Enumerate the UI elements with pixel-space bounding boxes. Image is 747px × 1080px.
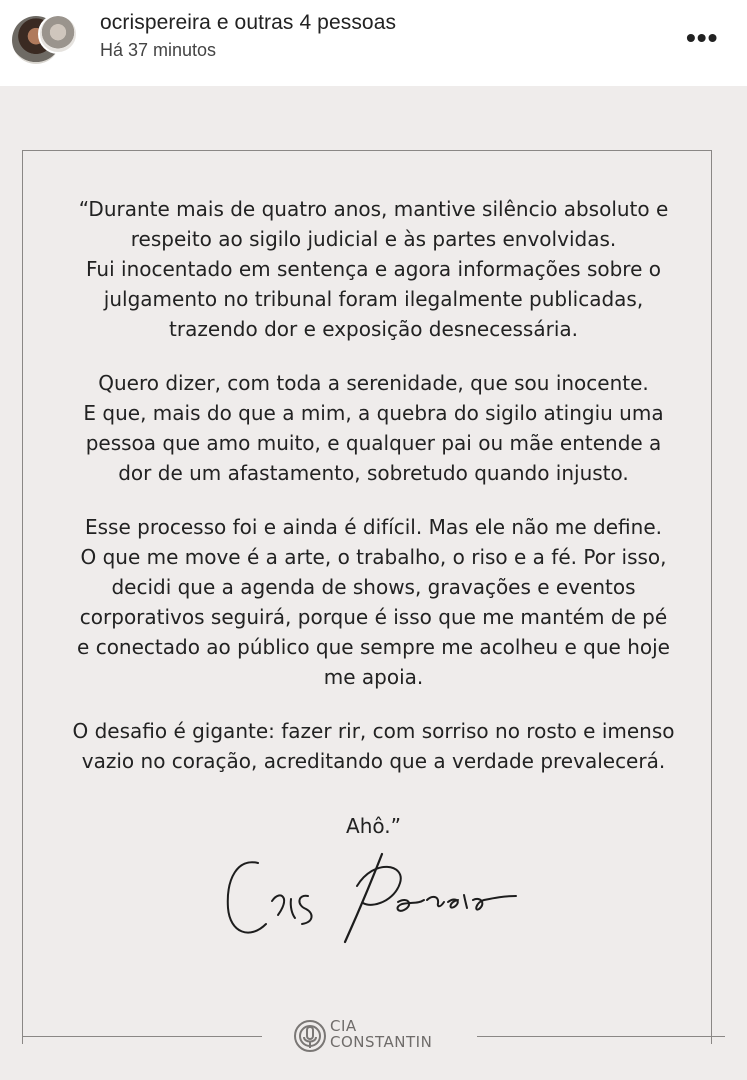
letter-line: “Durante mais de quatro anos, mantive silêncio absoluto e xyxy=(78,197,669,221)
letter-line: e conectado ao público que sempre me acolheu e que hoje xyxy=(77,635,670,659)
letter-line: dor de um afastamento, sobretudo quando injusto. xyxy=(118,461,629,485)
post-image xyxy=(0,86,747,1080)
brand-line-2: CONSTANTIN xyxy=(330,1033,433,1051)
letter-line: me apoia. xyxy=(323,665,424,689)
letter-line: vazio no coração, acreditando que a verdade prevalecerá. xyxy=(81,749,666,773)
letter-body xyxy=(40,194,707,800)
letter-line: pessoa que amo muito, e qualquer pai ou mãe entende a xyxy=(85,431,662,455)
letter-line: O que me move é a arte, o trabalho, o riso e a fé. Por isso, xyxy=(80,545,667,569)
letter-line: Quero dizer, com toda a serenidade, que sou inocente. xyxy=(98,371,649,395)
paragraph-4 xyxy=(40,716,707,776)
letter-signoff: Ahô.” xyxy=(346,814,401,838)
brand-footer xyxy=(22,1016,725,1056)
letter-line: trazendo dor e exposição desnecessária. xyxy=(169,317,578,341)
more-options-icon[interactable]: ••• xyxy=(686,22,719,53)
microphone-logo-icon xyxy=(290,1016,330,1056)
letter-line: Esse processo foi e ainda é difícil. Mas ele não me define. xyxy=(85,515,662,539)
brand-wordmark xyxy=(330,1018,432,1050)
post-author-title[interactable]: ocrispereira e outras 4 pessoas xyxy=(100,11,397,34)
handwritten-signature xyxy=(218,838,538,958)
letter-line: respeito ao sigilo judicial e às partes envolvidas. xyxy=(130,227,617,251)
paragraph-1 xyxy=(40,194,707,344)
brand-line-1: CIA xyxy=(330,1017,357,1035)
letter-line: E que, mais do que a mim, a quebra do sigilo atingiu uma xyxy=(83,401,664,425)
letter-line: decidi que a agenda de shows, gravações e eventos xyxy=(111,575,636,599)
letter-line: julgamento no tribunal foram ilegalmente publicadas, xyxy=(103,287,644,311)
secondary-avatar[interactable] xyxy=(38,14,78,54)
footer-divider-left xyxy=(22,1036,262,1037)
paragraph-2 xyxy=(40,368,707,488)
footer-divider-right xyxy=(477,1036,725,1037)
letter-line: corporativos seguirá, porque é isso que me mantém de pé xyxy=(79,605,668,629)
post-timestamp: Há 37 minutos xyxy=(100,40,217,60)
letter-line: O desafio é gigante: fazer rir, com sorriso no rosto e imenso xyxy=(72,719,675,743)
post-header xyxy=(0,0,747,86)
paragraph-3 xyxy=(40,512,707,692)
letter-line: Fui inocentado em sentença e agora informações sobre o xyxy=(86,257,661,281)
